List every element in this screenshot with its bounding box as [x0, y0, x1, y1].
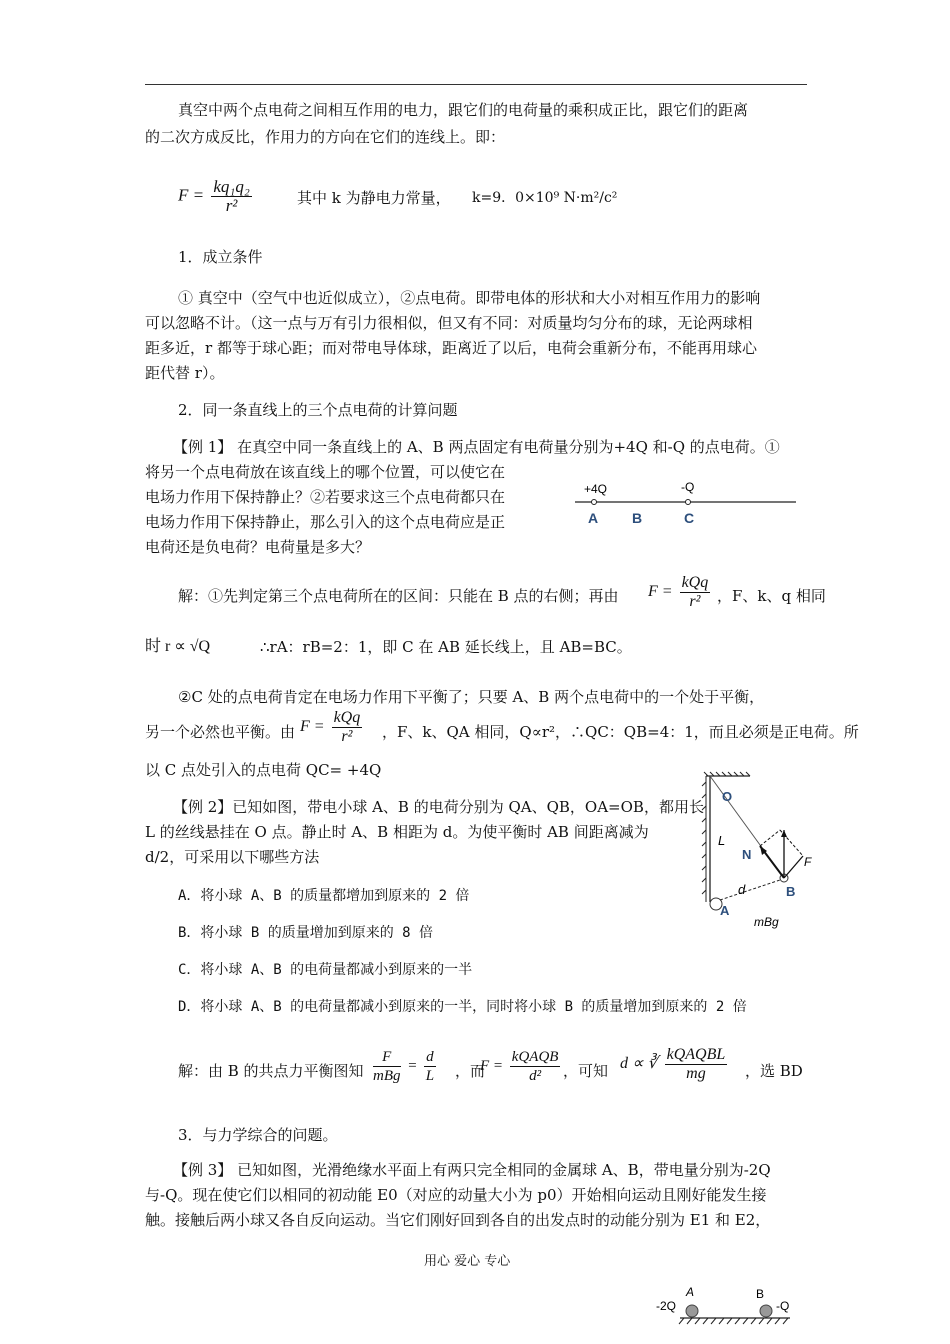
solution-2-line-2b: ，F、k、QA 相同，Q∝r²，∴QC：QB=4：1，而且必须是正电荷。所	[382, 723, 859, 741]
solution-3-f1-den: mBg	[373, 1068, 401, 1084]
solution-3-proportional: d ∝ ∛	[620, 1055, 658, 1073]
section-1-line-4: 距代替 r）。	[145, 364, 225, 382]
solution-3-fraction-1	[373, 1048, 401, 1085]
solution-1-text-b: ，F、k、q 相同	[717, 587, 826, 605]
section-1-line-3: 距多近，r 都等于球心距；而对带电导体球，距离近了以后，电荷会重新分布，不能再用球心	[145, 339, 757, 357]
fig1-label-pos: +4Q	[584, 482, 608, 496]
example-2-line-3: d/2，可采用以下哪些方法	[145, 848, 320, 866]
example-1-line-2: 将另一个点电荷放在该直线上的哪个位置，可以使它在	[145, 463, 506, 481]
fig3-label-b: B	[756, 1287, 765, 1301]
fig3-ball-a	[686, 1305, 698, 1317]
formula-constant-value: k=9．0×10⁹ N·m²/c²	[472, 190, 618, 206]
fig1-pt-a: A	[588, 510, 599, 526]
fig3-charge-a: -2Q	[656, 1299, 677, 1313]
fig2-label-mg: mBg	[754, 915, 779, 929]
fig1-label-neg: -Q	[681, 480, 695, 494]
solution-3-root-num: kQAQBL	[666, 1046, 726, 1063]
fig3-ball-b	[760, 1305, 772, 1317]
header-rule	[145, 84, 807, 85]
option-a: A．将小球 A、B 的质量都增加到原来的 2 倍	[178, 888, 470, 904]
solution-3-ratio	[370, 1048, 439, 1085]
formula-numerator: kq₁q₂	[213, 177, 250, 196]
solution-3-f2-den: L	[425, 1068, 435, 1084]
solution-3-coulomb	[480, 1048, 563, 1085]
solution-1-text-d: ∴rA：rB=2：1，即 C 在 AB 延长线上，且 AB=BC。	[260, 638, 632, 656]
solution-3-f3-den: d²	[529, 1068, 542, 1084]
figure-2-pendulum	[690, 770, 820, 930]
formula-denominator: r²	[225, 196, 238, 215]
solution-3-text-c: ，可知	[563, 1062, 609, 1080]
formula-note: 其中 k 为静电力常量，	[297, 189, 451, 207]
fig3-surface-hatch	[679, 1318, 788, 1324]
example-1-line-1: 【例 1】 在真空中同一条直线上的 A、B 两点固定有电荷量分别为+4Q 和-Q 的点电荷。①	[173, 438, 780, 456]
fig3-charge-b: -Q	[776, 1299, 790, 1313]
fig1-point-a	[592, 500, 597, 505]
section-3-title: 3．与力学综合的问题。	[178, 1126, 338, 1144]
solution-1-text-c: 时 r ∝ √Q	[145, 638, 211, 655]
solution-1-fraction	[680, 574, 711, 611]
solution-2-line-2a: 另一个必然也平衡。由	[145, 723, 296, 741]
figure-1-charges-on-line	[570, 476, 800, 532]
section-1-title: 1．成立条件	[178, 248, 263, 266]
solution-2-fraction	[332, 709, 363, 746]
section-1-line-1: ① 真空中（空气中也近似成立），②点电荷。即带电体的形状和大小对相互作用力的影响	[178, 289, 761, 307]
example-2-line-2: L 的丝线悬挂在 O 点。静止时 A、B 相距为 d。为使平衡时 AB 间距离减为	[145, 823, 649, 841]
option-c: C．将小球 A、B 的电荷量都减小到原来的一半	[178, 962, 473, 978]
solution-2-numerator: kQq	[333, 709, 361, 726]
fig1-point-b	[686, 500, 691, 505]
solution-1-lhs: F =	[648, 583, 673, 601]
option-b: B．将小球 B 的质量增加到原来的 8 倍	[178, 925, 434, 941]
solution-3-equals: =	[407, 1057, 418, 1074]
fig2-distance-line	[720, 880, 780, 900]
coulomb-formula	[178, 178, 255, 215]
fig1-pt-b: B	[632, 510, 643, 526]
fig2-label-n: N	[742, 847, 752, 862]
solution-2-formula	[300, 709, 365, 746]
fig2-label-d: d	[738, 882, 746, 897]
example-1-line-3: 电场力作用下保持静止？②若要求这三个点电荷都只在	[145, 488, 506, 506]
formula-lhs: F =	[178, 185, 205, 205]
solution-1-formula	[648, 574, 713, 611]
solution-3-text-a: 解：由 B 的共点力平衡图知	[178, 1062, 364, 1080]
fig2-parallel-1	[760, 830, 780, 846]
section-1-line-2: 可以忽略不计。（这一点与万有引力很相似，但又有不同：对质量均匀分布的球，无论两球相	[145, 314, 753, 332]
example-3-line-3: 触。接触后两小球又各自反向运动。当它们刚好回到各自的出发点时的动能分别为 E1 和 E2，	[145, 1211, 771, 1229]
solution-1-numerator: kQq	[681, 574, 709, 591]
solution-3-root-den: mg	[686, 1065, 706, 1082]
page-footer: 用心 爱心 专心	[424, 1254, 511, 1269]
solution-3-root-formula	[620, 1046, 730, 1083]
fig2-label-o: O	[722, 789, 733, 804]
example-1-line-5: 电荷还是负电荷？电荷量是多大？	[145, 538, 371, 556]
solution-3-lhs: F =	[480, 1057, 504, 1074]
solution-2-denominator: r²	[341, 728, 353, 745]
example-3-line-1: 【例 3】 已知如图，光滑绝缘水平面上有两只完全相同的金属球 A、B，带电量分别为-2Q	[173, 1161, 771, 1179]
solution-3-f3-num: kQAQB	[511, 1049, 559, 1065]
solution-3-f2-num: d	[426, 1049, 434, 1065]
fig1-pt-c: C	[684, 510, 695, 526]
solution-3-text-d: ，选 BD	[745, 1062, 803, 1080]
solution-2-line-1: ②C 处的点电荷肯定在电场力作用下平衡了；只要 A、B 两个点电荷中的一个处于平衡，	[178, 688, 765, 706]
solution-1-text-a: 解：①先判定第三个点电荷所在的区间：只能在 B 点的右侧；再由	[178, 587, 619, 605]
example-2-line-1: 【例 2】已知如图，带电小球 A、B 的电荷分别为 QA、QB，OA=OB，都用长	[173, 798, 704, 816]
figure-3-two-balls	[650, 1283, 800, 1341]
section-2-title: 2．同一条直线上的三个点电荷的计算问题	[178, 401, 458, 419]
solution-3-f1-num: F	[373, 1048, 401, 1067]
fig2-label-a: A	[720, 903, 730, 918]
fig2-label-b: B	[786, 884, 796, 899]
fig3-label-a: A	[686, 1285, 695, 1299]
fig2-resultant-arrowhead	[781, 830, 787, 837]
solution-1-denominator: r²	[689, 593, 701, 610]
example-3-line-2: 与-Q。现在使它们以相同的初动能 E0（对应的动量大小为 p0）开始相向运动且刚好能发生接	[145, 1186, 767, 1204]
solution-3-root-fraction	[665, 1046, 728, 1083]
solution-3-text-b: ，而	[455, 1062, 486, 1080]
option-d: D．将小球 A、B 的电荷量都减小到原来的一半，同时将小球 B 的质量增加到原来的 2 倍	[178, 999, 747, 1015]
intro-line-1: 真空中两个点电荷之间相互作用的电力，跟它们的电荷量的乘积成正比，跟它们的距离	[178, 101, 749, 119]
example-1-line-4: 电场力作用下保持静止，那么引入的这个点电荷应是正	[145, 513, 506, 531]
solution-3-fraction-2	[424, 1048, 436, 1085]
solution-2-line-3: 以 C 点处引入的点电荷 QC= +4Q	[145, 761, 382, 779]
fig2-wall-hatch	[702, 776, 706, 902]
fig2-force-arrow	[784, 856, 803, 878]
intro-line-2: 的二次方成反比，作用力的方向在它们的连线上。即：	[145, 128, 506, 146]
solution-3-fraction-3	[510, 1048, 561, 1085]
fig2-label-f: F	[804, 855, 812, 869]
fig2-label-l: L	[718, 833, 726, 848]
formula-fraction	[211, 178, 251, 215]
solution-2-lhs: F =	[300, 718, 325, 736]
